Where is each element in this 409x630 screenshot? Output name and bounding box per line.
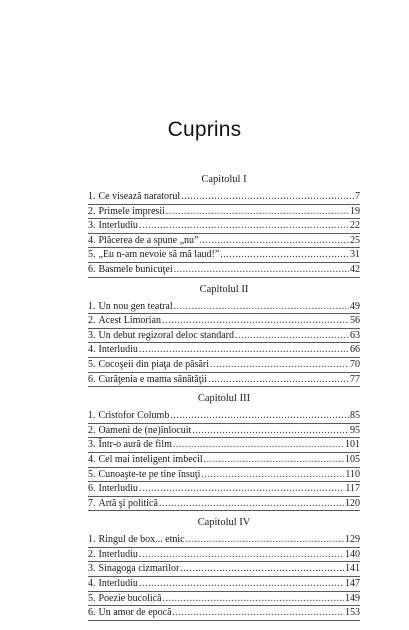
toc-entry[interactable] <box>88 314 360 329</box>
entry-number: 2. <box>88 205 96 217</box>
dot-leader <box>139 343 349 357</box>
entry-page-number: 19 <box>350 205 360 217</box>
toc-entry[interactable] <box>88 482 360 497</box>
toc-entry[interactable] <box>88 562 360 577</box>
toc-entry[interactable] <box>88 190 360 205</box>
entry-number: 1. <box>88 534 96 546</box>
entry-page-number: 120 <box>345 497 360 509</box>
page-title: Cuprins <box>167 118 242 141</box>
entry-number: 1. <box>88 191 96 202</box>
entry-number: 5. <box>88 468 96 480</box>
toc-entry[interactable] <box>88 329 360 344</box>
toc-entry[interactable] <box>88 263 360 278</box>
entry-page-number: 7 <box>355 191 360 202</box>
entry-title: Acest Limorian <box>98 315 161 327</box>
entry-page-number: 141 <box>345 563 360 575</box>
entry-page-number: 140 <box>345 548 360 560</box>
dot-leader <box>235 329 349 343</box>
entry-number: 4. <box>88 344 96 356</box>
chapter-heading: Capitolul III <box>197 393 251 405</box>
entry-page-number: 101 <box>345 439 360 451</box>
entry-page-number: 22 <box>350 220 360 232</box>
toc-entry[interactable] <box>88 468 360 483</box>
entry-page-number: 77 <box>350 373 360 385</box>
toc-entry[interactable] <box>88 497 360 512</box>
toc-entry[interactable] <box>88 606 360 621</box>
entry-title: Interludiu <box>98 483 138 495</box>
dot-leader <box>181 190 354 204</box>
chapter-section <box>88 172 360 278</box>
entry-number: 3. <box>88 329 96 341</box>
entry-page-number: 85 <box>350 410 360 422</box>
toc-entry[interactable] <box>88 373 360 388</box>
toc-entry[interactable] <box>88 424 360 439</box>
entry-page-number: 147 <box>345 578 360 590</box>
entry-page-number: 49 <box>350 300 360 312</box>
table-of-contents <box>88 172 360 621</box>
toc-entry[interactable] <box>88 548 360 563</box>
entry-number: 2. <box>88 424 96 436</box>
entry-number: 6. <box>88 263 96 275</box>
entry-number: 4. <box>88 234 96 246</box>
dot-leader <box>186 533 344 547</box>
toc-entry[interactable] <box>88 533 360 548</box>
entry-number: 7. <box>88 497 96 509</box>
entry-title: Într-o aură de film <box>98 439 172 451</box>
entry-title: Un amor de epocă <box>98 607 172 619</box>
toc-entry[interactable] <box>88 248 360 263</box>
entry-title: Ringul de box... etnic <box>98 534 185 546</box>
entry-page-number: 70 <box>350 358 360 370</box>
toc-entry[interactable] <box>88 219 360 234</box>
dot-leader <box>159 497 344 511</box>
entry-page-number: 153 <box>345 607 360 619</box>
entry-title: Un nou gen teatral <box>98 300 173 312</box>
dot-leader <box>210 358 349 372</box>
chapter-heading: Capitolul IV <box>197 517 251 529</box>
entry-number: 5. <box>88 249 96 261</box>
dot-leader <box>139 577 344 591</box>
toc-entry[interactable] <box>88 453 360 468</box>
entry-page-number: 117 <box>345 483 360 495</box>
dot-leader <box>139 219 349 233</box>
dot-leader <box>170 409 349 423</box>
dot-leader <box>192 424 349 438</box>
dot-leader <box>173 438 344 452</box>
entry-title: Artă şi politică <box>98 497 158 509</box>
dot-leader <box>174 263 349 277</box>
entry-page-number: 56 <box>350 315 360 327</box>
entry-number: 1. <box>88 410 96 422</box>
entry-number: 5. <box>88 592 96 604</box>
toc-entry[interactable] <box>88 358 360 373</box>
entry-title: Interludiu <box>98 548 138 560</box>
entry-number: 3. <box>88 220 96 232</box>
toc-entry[interactable] <box>88 343 360 358</box>
entry-title: Curăţenia e mama sănătăţii <box>98 373 208 385</box>
entry-title: Primele impresii <box>98 205 165 217</box>
dot-leader <box>199 234 349 248</box>
entry-page-number: 149 <box>345 592 360 604</box>
entry-title: Cocoşeii din piaţa de păsări <box>98 358 210 370</box>
dot-leader <box>162 314 349 328</box>
chapter-section <box>88 515 360 621</box>
entry-page-number: 66 <box>350 344 360 356</box>
entry-title: Oameni de (ne)înlocuit <box>98 424 192 436</box>
entry-title: Interludiu <box>98 344 138 356</box>
entry-title: Sinagoga cizmarilor <box>98 563 180 575</box>
entry-title: Cunoaşte-te pe tine însuţi <box>98 468 201 480</box>
toc-entry[interactable] <box>88 234 360 249</box>
entry-number: 5. <box>88 358 96 370</box>
entry-title: Poezie bucolică <box>98 592 162 604</box>
chapter-heading: Capitolul II <box>199 283 249 295</box>
entry-page-number: 31 <box>350 249 360 261</box>
entry-title: Basmele bunicuţei <box>98 263 173 275</box>
entry-title: Cristofor Columb <box>98 410 170 422</box>
entry-number: 2. <box>88 315 96 327</box>
chapter-section <box>88 391 360 511</box>
entry-title: „Eu n-am nevoie să mă laud!” <box>98 249 220 261</box>
chapter-section <box>88 282 360 388</box>
dot-leader <box>204 453 344 467</box>
dot-leader <box>208 373 349 387</box>
entry-number: 4. <box>88 453 96 465</box>
dot-leader <box>180 562 344 576</box>
entry-page-number: 63 <box>350 329 360 341</box>
entry-number: 6. <box>88 373 96 385</box>
toc-entry[interactable] <box>88 409 360 424</box>
dot-leader <box>163 592 344 606</box>
dot-leader <box>220 248 349 262</box>
toc-entry[interactable] <box>88 300 360 315</box>
toc-entry[interactable] <box>88 205 360 220</box>
dot-leader <box>173 606 344 620</box>
entry-page-number: 110 <box>345 468 360 480</box>
entry-number: 3. <box>88 439 96 451</box>
entry-number: 4. <box>88 578 96 590</box>
toc-entry[interactable] <box>88 438 360 453</box>
entry-page-number: 105 <box>345 453 360 465</box>
chapter-heading: Capitolul I <box>201 174 247 185</box>
entry-title: Plăcerea de a spune „nu” <box>98 234 199 246</box>
entry-title: Un debut regizoral deloc standard <box>98 329 235 341</box>
entry-title: Cel mai inteligent imbecil <box>98 453 203 465</box>
dot-leader <box>201 468 344 482</box>
dot-leader <box>139 548 344 562</box>
entry-title: Interludiu <box>98 578 138 590</box>
dot-leader <box>174 300 349 314</box>
entry-page-number: 42 <box>350 263 360 275</box>
dot-leader <box>139 482 344 496</box>
dot-leader <box>166 205 349 219</box>
entry-number: 3. <box>88 563 96 575</box>
entry-page-number: 129 <box>345 534 360 546</box>
entry-page-number: 25 <box>350 234 360 246</box>
entry-title: Interludiu <box>98 220 138 232</box>
toc-entry[interactable] <box>88 592 360 607</box>
entry-page-number: 95 <box>350 424 360 436</box>
entry-number: 6. <box>88 607 96 619</box>
entry-title: Ce visează naratorul <box>98 191 181 202</box>
entry-number: 6. <box>88 483 96 495</box>
entry-number: 1. <box>88 300 96 312</box>
toc-entry[interactable] <box>88 577 360 592</box>
entry-number: 2. <box>88 548 96 560</box>
